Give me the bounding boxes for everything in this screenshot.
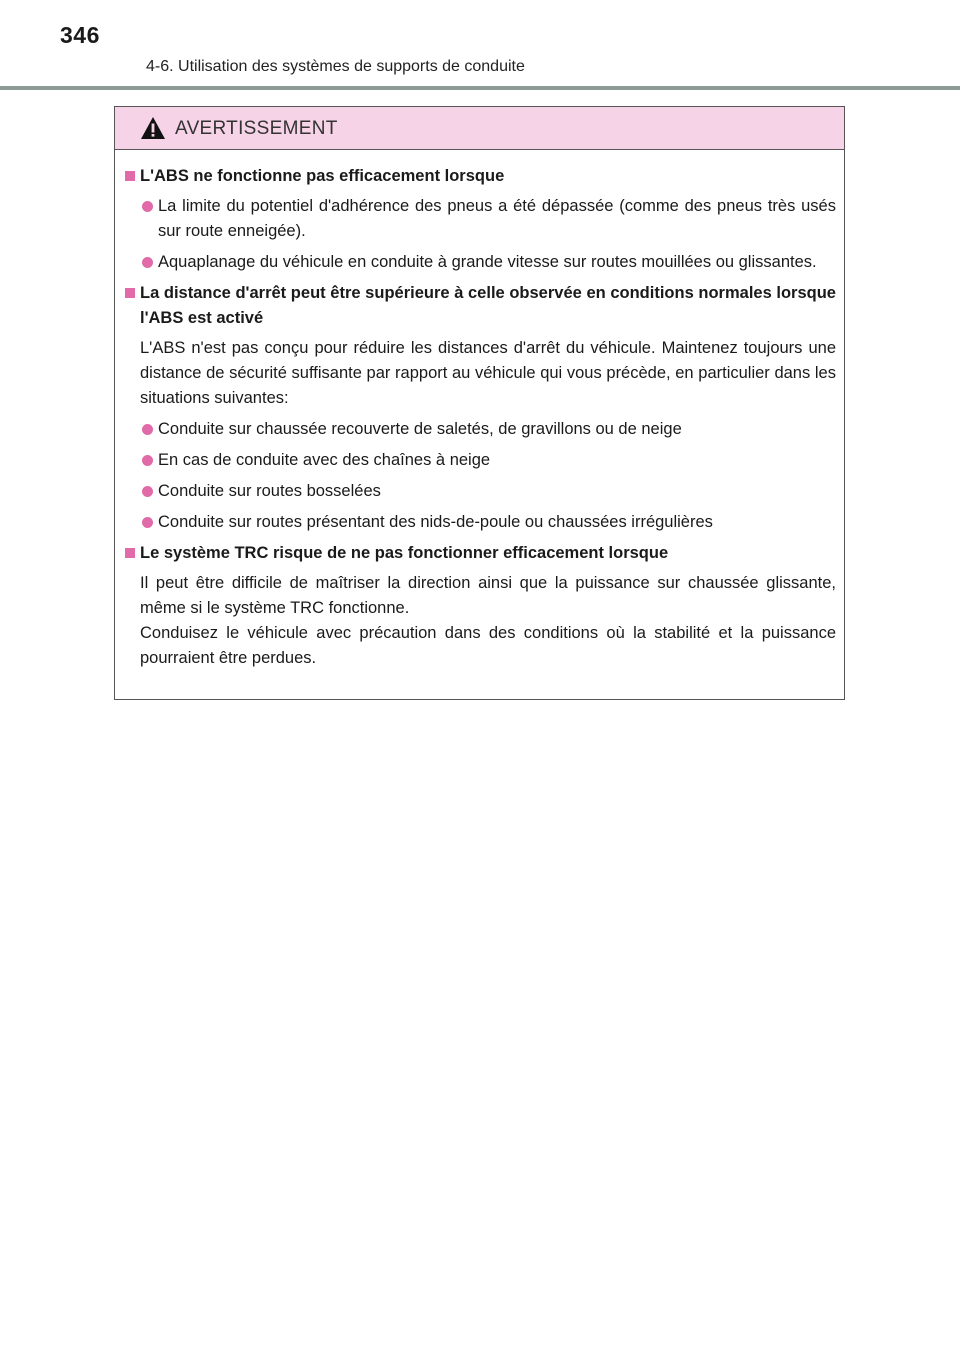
round-bullet-icon	[142, 424, 153, 435]
page-header	[0, 0, 960, 96]
section-paragraph: L'ABS n'est pas conçu pour réduire les distances d'arrêt du véhicule. Maintenez toujours une distance de sécurité suffisante par rapport au véhicule qui vous précède, en particulier dans les situations suivantes:	[140, 339, 836, 407]
section-heading	[125, 164, 836, 189]
page-number: 346	[60, 22, 100, 48]
warning-header	[115, 107, 844, 150]
section-heading-text: Le système TRC risque de ne pas fonctionner efficacement lorsque	[140, 544, 669, 562]
warning-section-abs	[125, 164, 836, 275]
list-item	[125, 510, 836, 535]
warning-section-trc	[125, 541, 836, 671]
list-item-text: Conduite sur routes présentant des nids-de-poule ou chaussées irrégulières	[158, 513, 713, 531]
list-item	[125, 448, 836, 473]
list-item-text: La limite du potentiel d'adhérence des pneus a été dépassée (comme des pneus très usés sur route enneigée).	[158, 197, 836, 240]
square-bullet-icon	[125, 288, 135, 298]
warning-body	[115, 150, 844, 671]
list-item	[125, 417, 836, 442]
round-bullet-icon	[142, 486, 153, 497]
section-heading-text: La distance d'arrêt peut être supérieure à celle observée en conditions normales lorsque l'ABS est activé	[140, 284, 836, 327]
section-paragraph: Conduisez le véhicule avec précaution dans des conditions où la stabilité et la puissance pourraient être perdues.	[140, 624, 836, 667]
warning-title: AVERTISSEMENT	[175, 118, 338, 139]
list-item-text: Aquaplanage du véhicule en conduite à grande vitesse sur routes mouillées ou glissantes.	[158, 253, 817, 271]
list-item-text: Conduite sur routes bosselées	[158, 482, 381, 500]
section-paragraph: Il peut être difficile de maîtriser la direction ainsi que la puissance sur chaussée glissante, même si le système TRC fonctionne.	[140, 574, 836, 617]
square-bullet-icon	[125, 171, 135, 181]
list-item	[125, 250, 836, 275]
list-item-text: En cas de conduite avec des chaînes à neige	[158, 451, 491, 469]
list-item	[125, 479, 836, 504]
round-bullet-icon	[142, 201, 153, 212]
section-heading-text: L'ABS ne fonctionne pas efficacement lorsque	[140, 167, 505, 185]
round-bullet-icon	[142, 455, 153, 466]
section-title: 4-6. Utilisation des systèmes de supports de conduite	[146, 58, 525, 75]
list-item-text: Conduite sur chaussée recouverte de saletés, de gravillons ou de neige	[158, 420, 682, 438]
header-rule	[0, 86, 960, 90]
section-heading	[125, 281, 836, 331]
round-bullet-icon	[142, 517, 153, 528]
warning-triangle-icon	[140, 116, 166, 140]
round-bullet-icon	[142, 257, 153, 268]
warning-box	[114, 106, 845, 700]
warning-section-stopping-distance	[125, 281, 836, 535]
list-item	[125, 194, 836, 244]
square-bullet-icon	[125, 548, 135, 558]
section-heading	[125, 541, 836, 566]
